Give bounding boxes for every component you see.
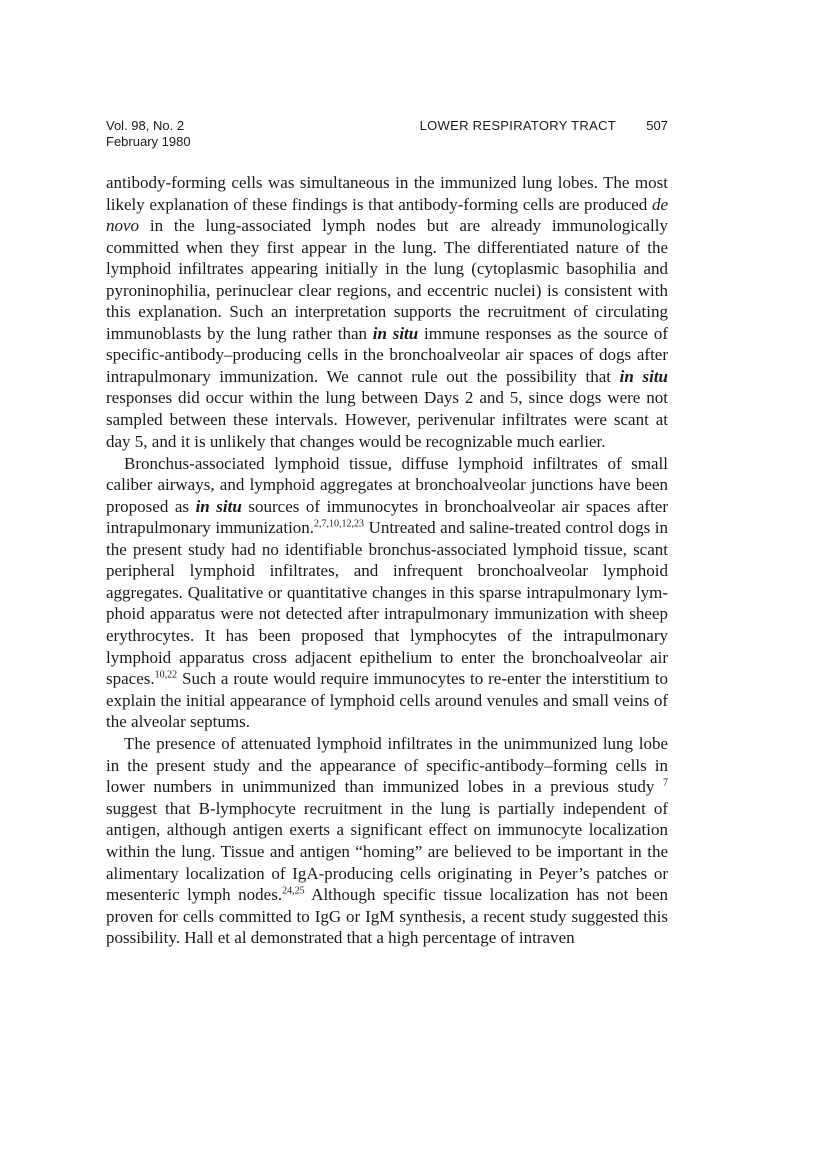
text-run: Such a route would require immunocytes to re-enter the interstitium to explain the initial appearance of lymphoid cells around venules and small veins of the alveolar septums. [106,669,668,732]
running-title: LOWER RESPIRATORY TRACT [419,118,616,133]
text-run: Although specific tissue localization has not been proven for cells committed to IgG or IgM synthesis, a recent study suggested this possibility. Hall et al demonstrated that a high percentage of intraven [106,885,668,948]
paragraph-3 [106,733,668,948]
text-run: immune responses as the source of specific-antibody–producing cells in the bronchoalveolar air spaces of dogs after intrapulmonary immunization. We cannot rule out the possibility that [106,323,668,386]
volume-issue: Vol. 98, No. 2 [106,118,185,133]
page-number: 507 [646,118,668,133]
text-run: suggest that B-lymphocyte recruitment in the lung is partially independent of antigen, although antigen exerts a significant effect on immunocyte localization within the lung. Tissue and antigen “homing” are believed to be important in the alimentary localization of IgA-producing cells originating in Peyer’s patches or mesenteric lymph nodes. [106,798,668,905]
issue-info [106,118,191,150]
text-run: The presence of attenuated lymphoid infiltrates in the unimmunized lung lobe in the present study and the appearance of specific-antibody–forming cells in lower numbers in unimmunized than immunized lobes in a previous study [106,734,668,797]
text-run: Untreated and saline-treated control dogs in the present study had no identifiable bronchus-associated lymphoid tissue, scant peripheral lymphoid infiltrates, and infrequent bronchoalveolar lymphoid aggregates. Qualitative or quantitative changes in this sparse intrapulmonary lymphoid apparatus were not detected after intrapulmonary immunization with sheep erythrocytes. It has been proposed that lymphocytes of the intrapulmonary lymphoid apparatus cross adjacent epithelium to enter the bronchoalveolar air spaces. [106,518,668,689]
paragraph-2 [106,453,668,733]
paragraph-1 [106,172,668,452]
article-body [106,172,668,949]
citation-ref: 7 [663,777,668,789]
citation-ref: 10,22 [154,669,178,681]
citation-ref: 24,25 [282,885,305,897]
text-run: Bronchus-associated lymphoid tissue, diffuse lymphoid infiltrates of small caliber airways, and lymphoid aggregates at bronchoalveolar junctions have been proposed as [106,453,668,516]
text-run: responses did occur within the lung between Days 2 and 5, since dogs were not sampled between these intervals. However, perivenular infiltrates were scant at day 5, and it is unlikely that changes would be recognizable much earlier. [106,388,668,451]
emphasis-text: de novo [106,194,668,236]
citation-ref: 2,7,10,12,23 [314,518,365,530]
emphasis-text: in situ [619,366,668,386]
text-run: sources of immunocytes in bronchoalveolar air spaces after intrapulmonary immunization. [106,496,669,538]
emphasis-text: in situ [372,323,419,343]
emphasis-text: in situ [195,496,242,516]
issue-date: February 1980 [106,134,191,149]
text-run: in the lung-associated lymph nodes but are already immunologically committed when they first appear in the lung. The differentiated nature of the lymphoid infiltrates appearing initially in the lung (cytoplasmic basophilia and pyroninophilia, perinuclear clear regions, and eccentric nuclei) is consistent with this explanation. Such an interpretation supports the recruitment of circulating immunoblasts by the lung rather than [106,216,668,343]
text-run: antibody-forming cells was simultaneous in the immunized lung lobes. The most likely explanation of these findings is that antibody-forming cells are produced [106,173,668,214]
